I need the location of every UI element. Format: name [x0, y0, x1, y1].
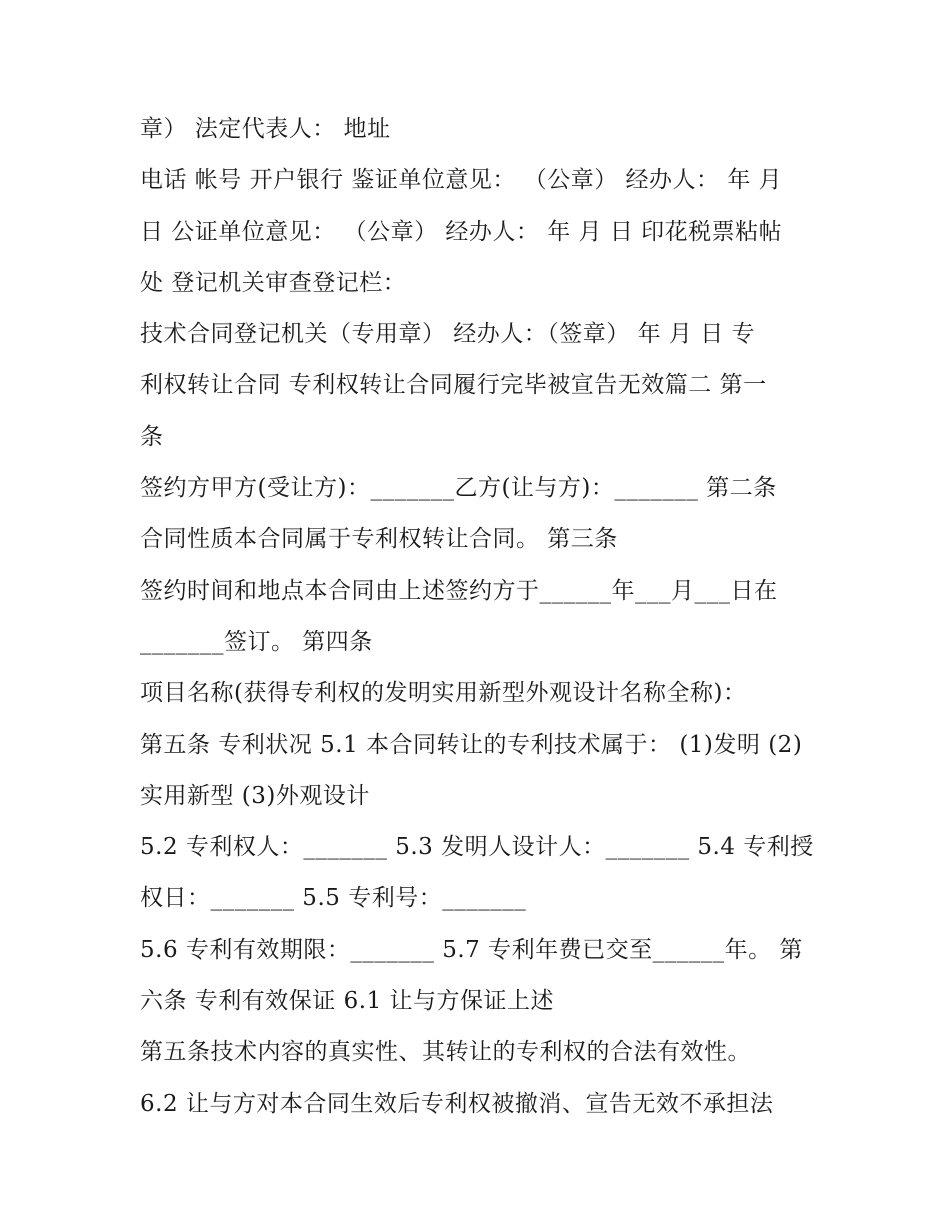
text-line: 章） 法定代表人： 地址	[140, 116, 391, 142]
document-body	[140, 104, 820, 1130]
text-line: 电话 帐号 开户银行 鉴证单位意见： （公章） 经办人： 年 月	[140, 167, 783, 194]
text-line: 签约方甲方(受让方)：_______乙方(让与方)：_______ 第二条	[140, 475, 777, 502]
text-line: 合同性质本合同属于专利权转让合同。 第三条	[140, 526, 618, 553]
text-line: 第五条 专利状况 5.1 本合同转让的专利技术属于： (1)发明 (2)	[140, 731, 803, 758]
text-line: 第五条技术内容的真实性、其转让的专利权的合法有效性。	[140, 1039, 751, 1066]
text-line: 利权转让合同 专利权转让合同履行完毕被宣告无效篇二 第一	[140, 372, 767, 399]
text-line: 权日：_______ 5.5 专利号：_______	[140, 885, 527, 912]
text-line: 处 登记机关审查登记栏：	[140, 269, 407, 296]
text-line: 六条 专利有效保证 6.1 让与方保证上述	[140, 988, 555, 1015]
text-line: 5.2 专利权人：_______ 5.3 发明人设计人：_______ 5.4 专利授	[140, 834, 814, 861]
text-line: 实用新型 (3)外观设计	[140, 782, 370, 809]
text-line: 6.2 让与方对本合同生效后专利权被撤消、宣告无效不承担法	[140, 1090, 774, 1117]
text-line: _______签订。 第四条	[140, 628, 373, 655]
text-line: 条	[140, 423, 164, 450]
text-line: 技术合同登记机关（专用章） 经办人：（签章） 年 月 日 专	[140, 321, 756, 348]
text-line: 5.6 专利有效期限：_______ 5.7 专利年费已交至______年。 第	[140, 936, 803, 963]
text-line: 签约时间和地点本合同由上述签约方于______年___月___日在	[140, 577, 778, 604]
text-line: 日 公证单位意见： （公章） 经办人： 年 月 日 印花税票粘帖	[140, 218, 783, 245]
text-line: 项目名称(获得专利权的发明实用新型外观设计名称全称)：	[140, 680, 747, 707]
